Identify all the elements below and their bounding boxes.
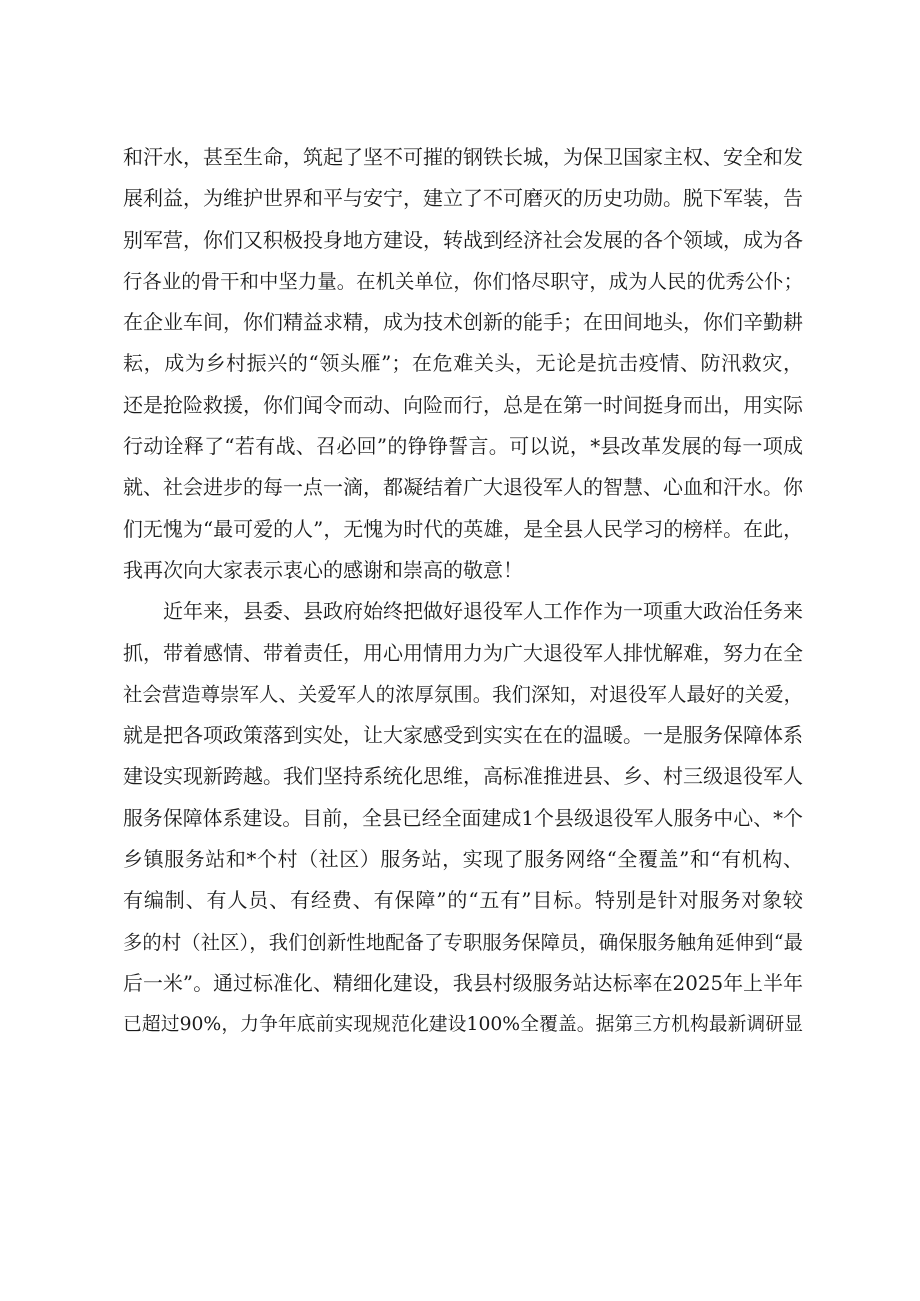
text-line-3: 别军营，你们又积极投身地方建设，转战到经济社会发展的各个领域，成为各	[123, 227, 803, 252]
text-line-15: 就是把各项政策落到实处，让大家感受到实实在在的温暖。一是服务保障体系	[123, 723, 803, 748]
text-line-4: 行各业的骨干和中坚力量。在机关单位，你们恪尽职守，成为人民的优秀公仆；	[123, 269, 803, 293]
text-line-6: 耘，成为乡村振兴的“领头雁”；在危难关头，无论是抗击疫情、防汛救灾，	[123, 351, 803, 376]
body-text	[123, 137, 803, 1046]
text-line-11: 我再次向大家表示衷心的感谢和崇高的敬意！	[123, 557, 523, 582]
text-line-9: 就、社会进步的每一点一滴，都凝结着广大退役军人的智慧、心血和汗水。你	[123, 475, 803, 500]
text-line-7: 还是抢险救援，你们闻令而动、向险而行，总是在第一时间挺身而出，用实际	[123, 392, 803, 417]
text-line-5: 在企业车间，你们精益求精，成为技术创新的能手；在田间地头，你们辛勤耕	[123, 310, 803, 335]
text-line-14: 社会营造尊崇军人、关爱军人的浓厚氛围。我们深知，对退役军人最好的关爱，	[123, 682, 803, 706]
text-line-19: 有编制、有人员、有经费、有保障”的“五有”目标。特别是针对服务对象较	[123, 888, 803, 913]
text-line-12: 近年来，县委、县政府始终把做好退役军人工作作为一项重大政治任务来	[163, 599, 803, 624]
text-line-20: 多的村（社区），我们创新性地配备了专职服务保障员，确保服务触角延伸到“最	[123, 930, 803, 954]
text-line-16: 建设实现新跨越。我们坚持系统化思维，高标准推进县、乡、村三级退役军人	[123, 764, 803, 789]
text-line-21: 后一米”。通过标准化、精细化建设，我县村级服务站达标率在2025年上半年	[123, 971, 803, 995]
text-line-22: 已超过90%，力争年底前实现规范化建设100%全覆盖。据第三方机构最新调研显	[123, 1014, 803, 1036]
text-line-17: 服务保障体系建设。目前，全县已经全面建成1个县级退役军人服务中心、*个	[123, 806, 803, 830]
text-line-18: 乡镇服务站和*个村（社区）服务站，实现了服务网络“全覆盖”和“有机构、	[123, 847, 803, 872]
text-line-10: 们无愧为“最可爱的人”，无愧为时代的英雄，是全县人民学习的榜样。在此，	[123, 517, 803, 541]
text-line-13: 抓，带着感情、带着责任，用心用情用力为广大退役军人排忧解难，努力在全	[123, 640, 803, 665]
text-line-8: 行动诠释了“若有战、召必回”的铮铮誓言。可以说，*县改革发展的每一项成	[123, 434, 803, 459]
text-line-1: 和汗水，甚至生命，筑起了坚不可摧的钢铁长城，为保卫国家主权、安全和发	[123, 145, 803, 169]
text-line-2: 展利益，为维护世界和平与安宁，建立了不可磨灭的历史功勋。脱下军装，告	[123, 186, 803, 211]
